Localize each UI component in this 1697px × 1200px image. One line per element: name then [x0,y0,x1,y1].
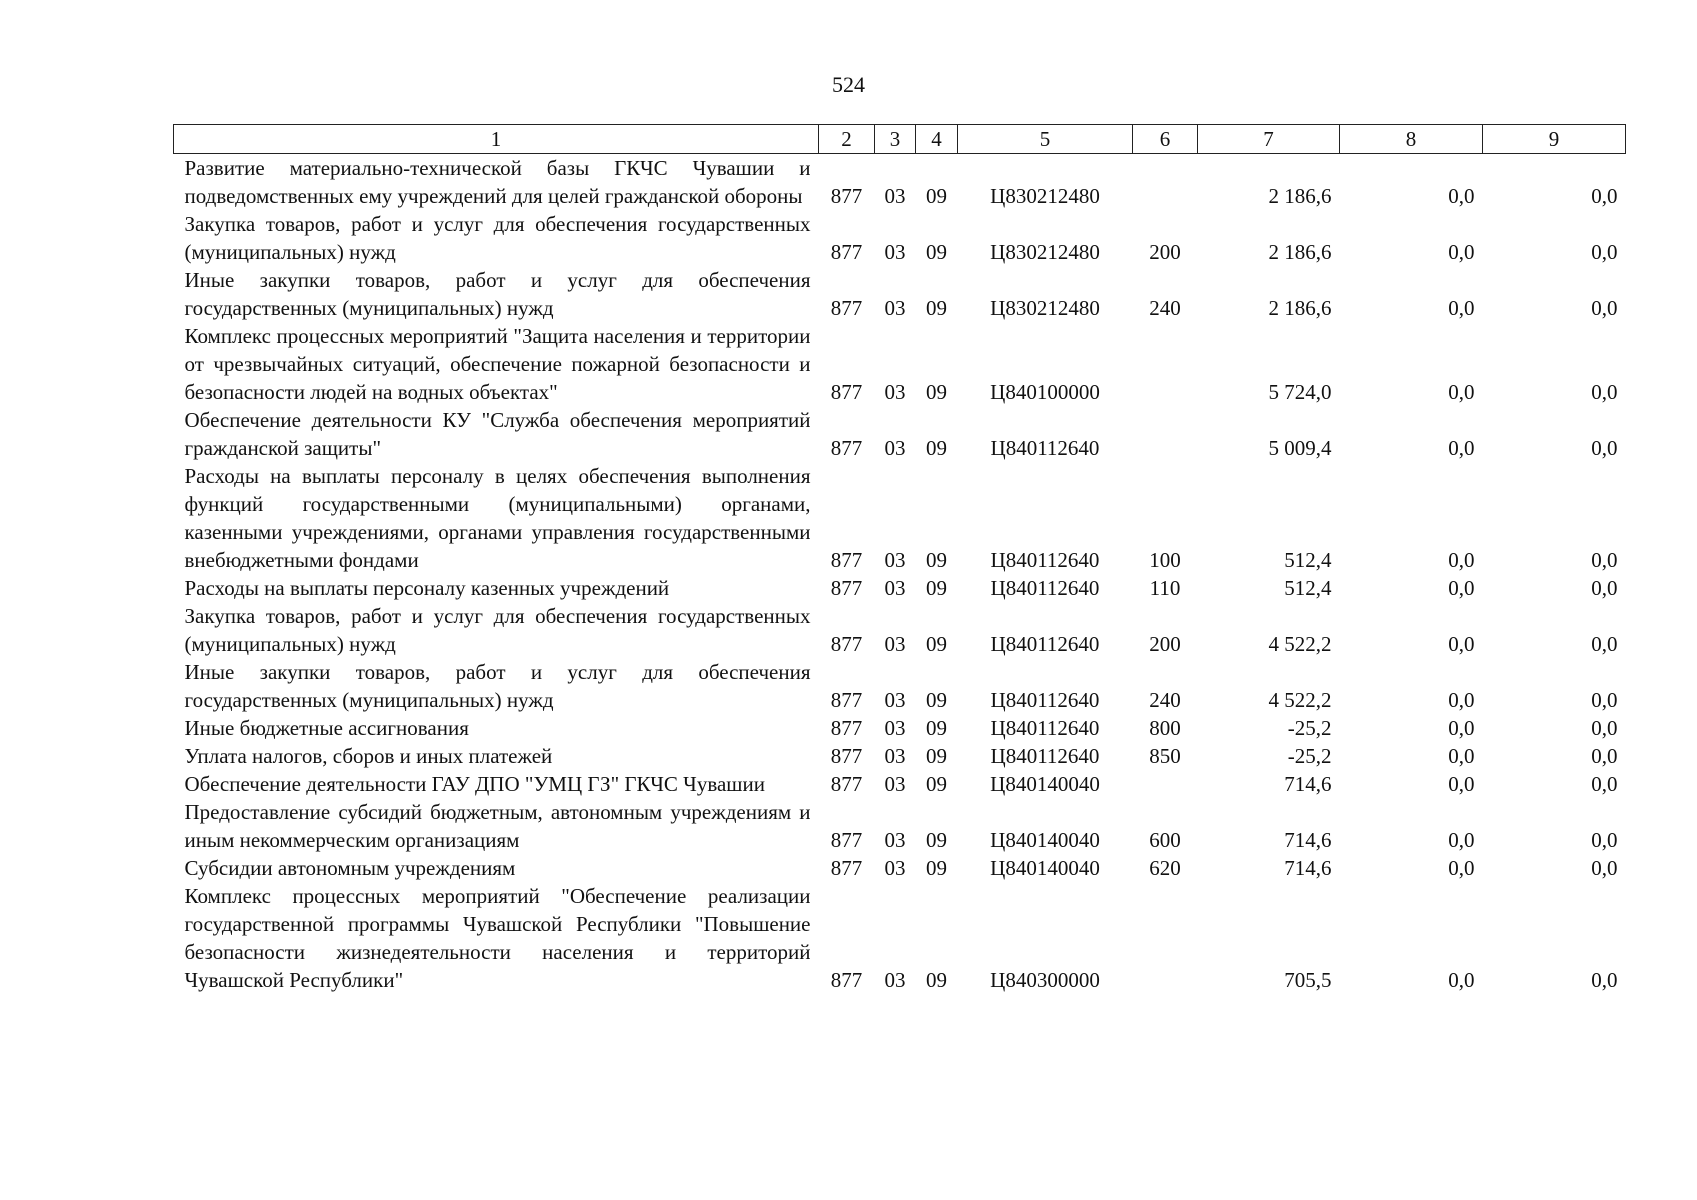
page-number: 524 [832,72,865,97]
amount-cell: 0,0 [1448,772,1475,796]
target-article-cell: Ц840112640 [990,632,1100,656]
table-row [174,770,1626,798]
amount-cell: 0,0 [1448,688,1475,712]
row-name-cell: Субсидии автономным учреждениям [184,856,516,880]
subsection-code-cell: 09 [926,716,947,740]
target-article-cell: Ц830212480 [990,240,1100,264]
subsection-code-cell: 09 [926,688,947,712]
table-row [174,882,1626,994]
section-code-cell: 03 [884,716,906,740]
section-code-cell: 03 [884,772,906,796]
amount-cell: 705,5 [1284,968,1332,992]
expense-type-cell [1133,322,1198,406]
amount-cell: 0,0 [1591,240,1618,264]
amount-cell: 5 724,0 [1268,380,1332,404]
column-header: 6 [1133,125,1198,154]
table-row [174,714,1626,742]
amount-cell: 0,0 [1448,576,1475,600]
section-code-cell: 03 [884,688,906,712]
ministry-code-cell: 877 [830,744,863,768]
table-row [174,210,1626,266]
row-name-cell: Закупка товаров, работ и услуг для обеспечения государственных (муниципальных) нужд [184,604,811,656]
row-name-cell: Предоставление субсидий бюджетным, автономным учреждениям и иным некоммерческим организациям [184,800,811,852]
amount-cell: 0,0 [1448,548,1475,572]
section-code-cell: 03 [884,548,906,572]
section-code-cell: 03 [884,828,906,852]
expense-type-cell [1133,770,1198,798]
target-article-cell: Ц840112640 [990,548,1100,572]
section-code-cell: 03 [884,296,906,320]
row-name-cell: Расходы на выплаты персоналу в целях обеспечения выполнения функций государственными (муниципальными) органами, казенными учреждениями, органами управления государственными внебюджетными фондами [184,464,811,572]
expense-type-cell: 240 [1149,688,1181,712]
subsection-code-cell: 09 [926,744,947,768]
section-code-cell: 03 [884,380,906,404]
amount-cell: 5 009,4 [1268,436,1332,460]
amount-cell: 2 186,6 [1268,184,1332,208]
expense-type-cell: 600 [1149,828,1181,852]
table-row [174,658,1626,714]
amount-cell: 0,0 [1448,296,1475,320]
amount-cell: 0,0 [1591,632,1618,656]
expense-type-cell: 200 [1149,632,1181,656]
amount-cell: 0,0 [1448,744,1475,768]
row-name-cell: Обеспечение деятельности ГАУ ДПО "УМЦ ГЗ" ГКЧС Чувашии [184,772,765,796]
row-name-cell: Закупка товаров, работ и услуг для обеспечения государственных (муниципальных) нужд [184,212,811,264]
ministry-code-cell: 877 [830,632,863,656]
table-row [174,266,1626,322]
target-article-cell: Ц840112640 [990,436,1100,460]
row-name-cell: Иные закупки товаров, работ и услуг для обеспечения государственных (муниципальных) нужд [184,268,811,320]
subsection-code-cell: 09 [926,296,947,320]
row-name-cell: Уплата налогов, сборов и иных платежей [184,744,553,768]
row-name-cell: Расходы на выплаты персоналу казенных учреждений [184,576,670,600]
amount-cell: 0,0 [1591,436,1618,460]
amount-cell: 0,0 [1591,828,1618,852]
ministry-code-cell: 877 [830,548,863,572]
subsection-code-cell: 09 [926,828,947,852]
column-header: 8 [1340,125,1483,154]
column-header: 2 [819,125,875,154]
column-header: 7 [1198,125,1340,154]
subsection-code-cell: 09 [926,548,947,572]
subsection-code-cell: 09 [926,240,947,264]
target-article-cell: Ц840140040 [990,856,1100,880]
ministry-code-cell: 877 [830,968,863,992]
target-article-cell: Ц840140040 [990,828,1100,852]
table-body [174,154,1626,995]
target-article-cell: Ц840112640 [990,576,1100,600]
ministry-code-cell: 877 [830,436,863,460]
target-article-cell: Ц840112640 [990,716,1100,740]
ministry-code-cell: 877 [830,576,863,600]
amount-cell: 0,0 [1591,548,1618,572]
target-article-cell: Ц840140040 [990,772,1100,796]
subsection-code-cell: 09 [926,968,947,992]
amount-cell: 0,0 [1448,380,1475,404]
table-row [174,322,1626,406]
amount-cell: 0,0 [1591,688,1618,712]
amount-cell: 0,0 [1591,296,1618,320]
expense-type-cell: 100 [1149,548,1181,572]
table-row [174,406,1626,462]
ministry-code-cell: 877 [830,856,863,880]
ministry-code-cell: 877 [830,240,863,264]
section-code-cell: 03 [884,184,906,208]
subsection-code-cell: 09 [926,632,947,656]
expense-type-cell: 200 [1149,240,1181,264]
row-name-cell: Обеспечение деятельности КУ "Служба обеспечения мероприятий гражданской защиты" [184,408,811,460]
expense-type-cell: 110 [1149,576,1181,600]
amount-cell: 0,0 [1591,576,1618,600]
amount-cell: 512,4 [1284,548,1332,572]
header-row [174,125,1626,154]
section-code-cell: 03 [884,968,906,992]
amount-cell: 0,0 [1591,184,1618,208]
ministry-code-cell: 877 [830,716,863,740]
ministry-code-cell: 877 [830,688,863,712]
section-code-cell: 03 [884,436,906,460]
amount-cell: 0,0 [1448,184,1475,208]
expense-type-cell [1133,154,1198,211]
section-code-cell: 03 [884,856,906,880]
subsection-code-cell: 09 [926,856,947,880]
amount-cell: 2 186,6 [1268,296,1332,320]
subsection-code-cell: 09 [926,576,947,600]
amount-cell: 0,0 [1591,744,1618,768]
amount-cell: -25,2 [1287,744,1332,768]
row-name-cell: Иные закупки товаров, работ и услуг для обеспечения государственных (муниципальных) нужд [184,660,811,712]
expense-type-cell [1133,406,1198,462]
amount-cell: 4 522,2 [1268,632,1332,656]
amount-cell: 512,4 [1284,576,1332,600]
amount-cell: 0,0 [1591,968,1618,992]
column-header: 3 [875,125,916,154]
amount-cell: 0,0 [1591,856,1618,880]
target-article-cell: Ц840100000 [990,380,1100,404]
table-row [174,742,1626,770]
amount-cell: 0,0 [1448,716,1475,740]
target-article-cell: Ц830212480 [990,296,1100,320]
table-row [174,854,1626,882]
ministry-code-cell: 877 [830,184,863,208]
subsection-code-cell: 09 [926,184,947,208]
column-header: 4 [916,125,958,154]
column-header: 1 [174,125,819,154]
expense-type-cell: 620 [1149,856,1181,880]
amount-cell: 2 186,6 [1268,240,1332,264]
subsection-code-cell: 09 [926,380,947,404]
amount-cell: 714,6 [1284,856,1332,880]
table-row [174,154,1626,211]
subsection-code-cell: 09 [926,436,947,460]
expense-type-cell: 240 [1149,296,1181,320]
ministry-code-cell: 877 [830,296,863,320]
target-article-cell: Ц840112640 [990,744,1100,768]
table-row [174,574,1626,602]
amount-cell: 0,0 [1591,716,1618,740]
expense-type-cell [1133,882,1198,994]
table-row [174,798,1626,854]
amount-cell: 714,6 [1284,828,1332,852]
expense-type-cell: 800 [1149,716,1181,740]
amount-cell: 0,0 [1591,380,1618,404]
target-article-cell: Ц840112640 [990,688,1100,712]
target-article-cell: Ц840300000 [990,968,1100,992]
row-name-cell: Комплекс процессных мероприятий "Обеспечение реализации государственной программы Чувашской Республики "Повышение безопасности жизнедеятельности населения и территорий Чувашской Республики" [184,884,811,992]
amount-cell: 0,0 [1448,436,1475,460]
row-name-cell: Развитие материально-технической базы ГКЧС Чувашии и подведомственных ему учреждений для целей гражданской обороны [184,156,811,208]
column-header: 9 [1483,125,1626,154]
target-article-cell: Ц830212480 [990,184,1100,208]
table-row [174,462,1626,574]
amount-cell: 0,0 [1448,968,1475,992]
subsection-code-cell: 09 [926,772,947,796]
amount-cell: 0,0 [1448,828,1475,852]
ministry-code-cell: 877 [830,380,863,404]
row-name-cell: Комплекс процессных мероприятий "Защита населения и территории от чрезвычайных ситуаций, обеспечение пожарной безопасности и безопасности людей на водных объектах" [184,324,811,404]
section-code-cell: 03 [884,744,906,768]
column-header: 5 [958,125,1133,154]
section-code-cell: 03 [884,240,906,264]
ministry-code-cell: 877 [830,828,863,852]
table-row [174,602,1626,658]
amount-cell: 4 522,2 [1268,688,1332,712]
section-code-cell: 03 [884,632,906,656]
row-name-cell: Иные бюджетные ассигнования [184,716,469,740]
amount-cell: 0,0 [1448,632,1475,656]
expense-type-cell: 850 [1149,744,1181,768]
amount-cell: 714,6 [1284,772,1332,796]
amount-cell: 0,0 [1448,856,1475,880]
section-code-cell: 03 [884,576,906,600]
budget-table [173,124,1626,994]
ministry-code-cell: 877 [830,772,863,796]
amount-cell: 0,0 [1448,240,1475,264]
amount-cell: 0,0 [1591,772,1618,796]
amount-cell: -25,2 [1287,716,1332,740]
